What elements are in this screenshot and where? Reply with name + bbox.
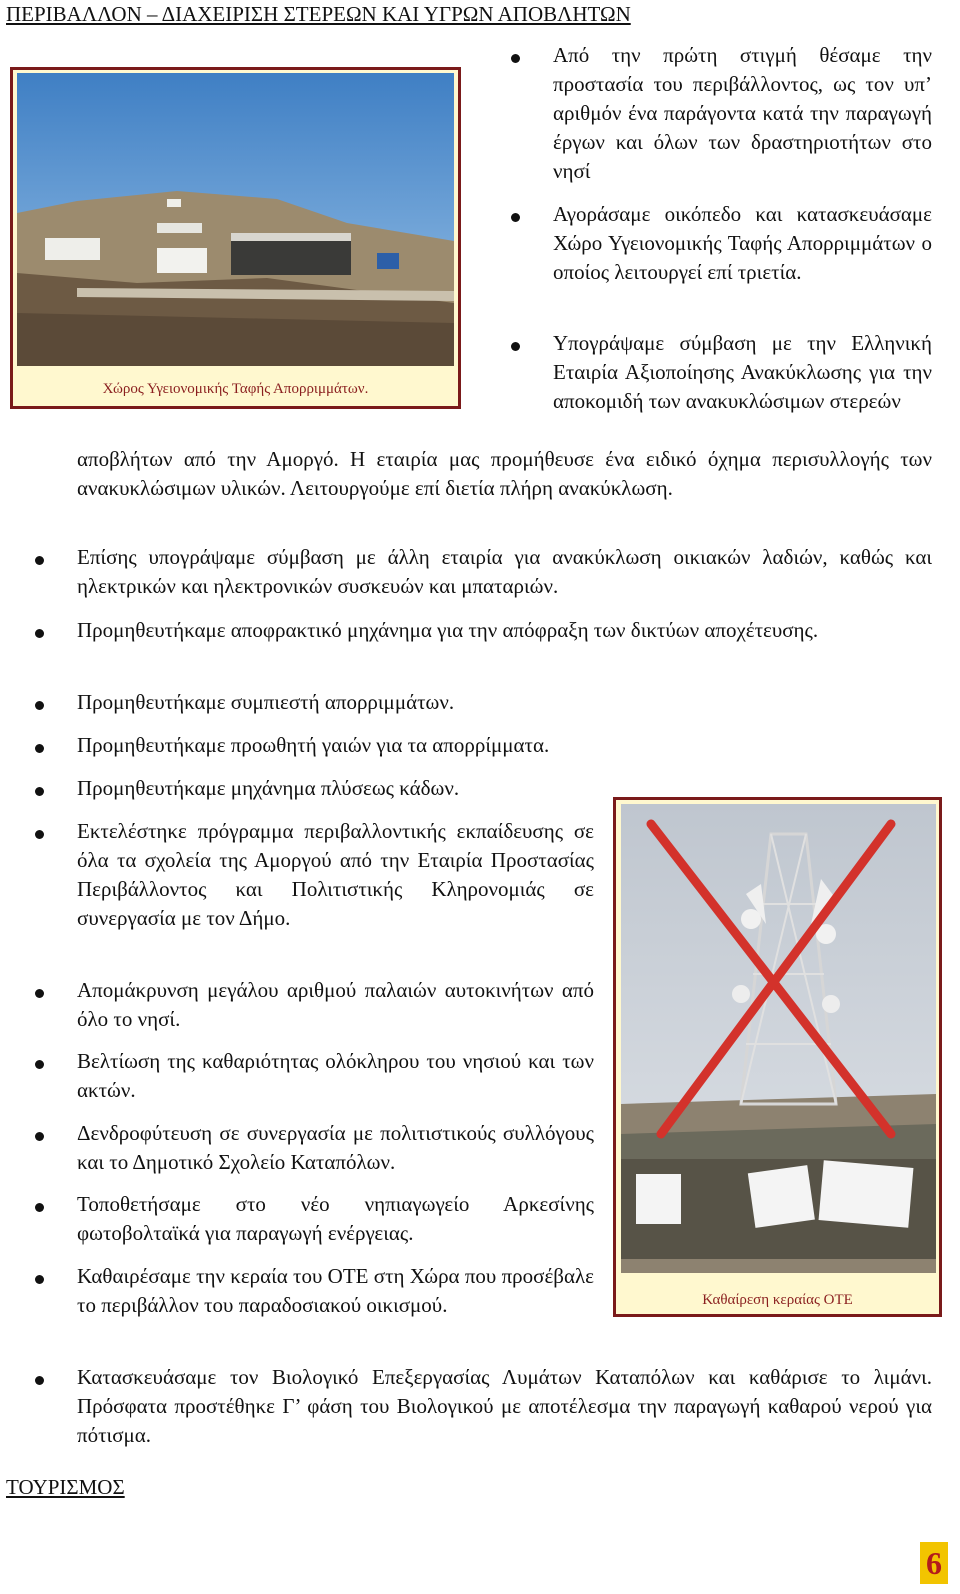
bullet-text-unclogging: Προμηθευτήκαμε αποφρακτικό μηχάνημα για την απόφραξη των δικτύων αποχέτευσης. <box>77 618 819 642</box>
bullet-marker <box>511 213 520 222</box>
antenna-photo-caption: Καθαίρεση κεραίας ΟΤΕ <box>702 1292 853 1308</box>
bullet-text-compactor: Προμηθευτήκαμε συμπιεστή απορριμμάτων. <box>77 690 455 714</box>
antenna-photo-image <box>621 804 936 1273</box>
bullet-text-education: Εκτελέστηκε πρόγραμμα περιβαλλοντικής εκπαίδευσης σε όλα τα σχολεία της Αμοργού από την Εταιρία Προστασίας Περιβάλλοντος και Πολιτιστικής Κληρονομιάς σε συνεργασία με τον Δήμο. <box>77 819 594 930</box>
bullet-text-recycling-part2: αποβλήτων από την Αμοργό. Η εταιρία μας προμήθευσε ένα ειδικό όχημα περισυλλογής των ανακυκλώσιμων υλικών. Λειτουργούμε επί διετία πλήρη ανακύκλωση. <box>77 447 932 500</box>
bullet-text-photovoltaics: Τοποθετήσαμε στο νέο νηπιαγωγείο Αρκεσίνης φωτοβολταϊκά για παραγωγή ενέργειας. <box>77 1192 594 1245</box>
bullet-text-antenna-removal: Καθαιρέσαμε την κεραία του ΟΤΕ στη Χώρα που προσέβαλε το περιβάλλον του παραδοσιακού οικισμού. <box>77 1264 594 1317</box>
bullet-text-recycling-part1: Υπογράψαμε σύμβαση με την Ελληνική Εταιρία Αξιοποίησης Ανακύκλωσης για την αποκομιδή των ανακυκλώσιμων στερεών <box>553 331 932 413</box>
bullet-marker <box>511 54 520 63</box>
bullet-text-sewage-treatment: Κατασκευάσαμε τον Βιολογικό Επεξεργασίας Λυμάτων Καταπόλων και καθάρισε το λιμάνι. Πρόσφατα προστέθηκε Γ’ φάση του Βιολογικού με αποτέλεσμα την παραγωγή καθαρού νερού για πότισμα. <box>77 1365 932 1447</box>
bullet-marker <box>35 1376 44 1385</box>
bullet-marker <box>35 701 44 710</box>
landfill-photo-image <box>17 73 454 366</box>
bullet-marker <box>35 1203 44 1212</box>
landfill-photo-frame <box>10 67 461 409</box>
section-heading-tourism: ΤΟΥΡΙΣΜΟΣ <box>6 1475 125 1499</box>
bullet-marker <box>35 787 44 796</box>
bullet-text-protection: Από την πρώτη στιγμή θέσαμε την προστασία του περιβάλλοντος, ως τον υπ’ αριθμόν ένα παράγοντα κατά την παραγωγή έργων και όλων των δραστηριοτήτων στο νησί <box>553 43 932 183</box>
section-heading-environment: ΠΕΡΙΒΑΛΛΟΝ – ΔΙΑΧΕΙΡΙΣΗ ΣΤΕΡΕΩΝ ΚΑΙ ΥΓΡΩΝ ΑΠΟΒΛΗΤΩΝ <box>6 2 631 26</box>
bullet-text-bulldozer: Προμηθευτήκαμε προωθητή γαιών για τα απορρίμματα. <box>77 733 550 757</box>
bullet-marker <box>511 342 520 351</box>
bullet-marker <box>35 830 44 839</box>
landfill-photo-caption: Χώρος Υγειονομικής Ταφής Απορριμμάτων. <box>102 381 369 397</box>
bullet-marker <box>35 989 44 998</box>
antenna-photo <box>621 804 936 1273</box>
bullet-marker <box>35 629 44 638</box>
bullet-marker <box>35 744 44 753</box>
bullet-marker <box>35 1132 44 1141</box>
bullet-text-bin-washer: Προμηθευτήκαμε μηχάνημα πλύσεως κάδων. <box>77 776 460 800</box>
bullet-marker <box>35 556 44 565</box>
bullet-text-tree-planting: Δενδροφύτευση σε συνεργασία με πολιτιστικούς συλλόγους και το Δημοτικό Σχολείο Καταπόλων. <box>77 1121 594 1174</box>
bullet-text-oils: Επίσης υπογράψαμε σύμβαση με άλλη εταιρία για ανακύκλωση οικιακών λαδιών, καθώς και ηλεκτρικών και ηλεκτρονικών συσκευών και μπαταριών. <box>77 545 932 598</box>
antenna-photo-frame <box>613 797 942 1317</box>
landfill-photo <box>17 73 454 366</box>
bullet-marker <box>35 1060 44 1069</box>
bullet-text-landfill: Αγοράσαμε οικόπεδο και κατασκευάσαμε Χώρο Υγειονομικής Ταφής Απορριμμάτων ο οποίος λειτουργεί επί τριετία. <box>553 202 932 284</box>
bullet-text-cleanliness: Βελτίωση της καθαριότητας ολόκληρου του νησιού και των ακτών. <box>77 1049 594 1102</box>
page-number: 6 <box>920 1542 948 1584</box>
bullet-marker <box>35 1275 44 1284</box>
bullet-text-old-cars: Απομάκρυνση μεγάλου αριθμού παλαιών αυτοκινήτων από όλο το νησί. <box>77 978 594 1031</box>
